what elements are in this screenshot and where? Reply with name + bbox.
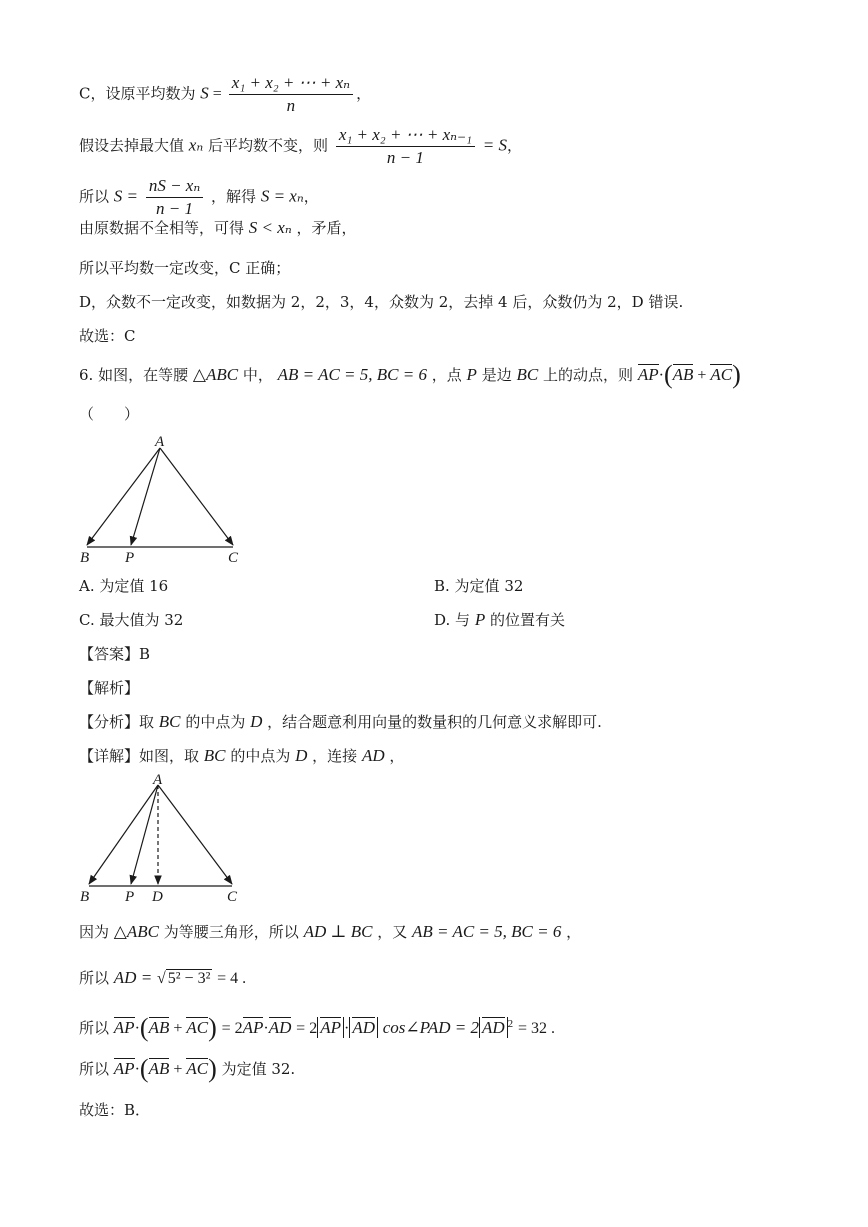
step-1: 因为 △ABC 为等腰三角形，所以 AD ⊥ BC ，又 AB = AC = 5, BC = 6 ， <box>79 922 582 941</box>
label-a: A <box>155 434 165 450</box>
s-fraction: $\frac{\text{nS − xₙ}}{n - 1}$ <box>146 175 203 220</box>
c-line-1: C，设原平均数为 S = $\frac{\text{x₁ + x₂ + ⋯ + xₙ}}{n}$ ， <box>79 73 372 115</box>
xiangjie-line: 【详解】如图，取 BC 的中点为 D ，连接 AD ， <box>79 746 405 765</box>
triangle-figure-2 <box>70 770 270 910</box>
label-b: B <box>80 889 90 905</box>
option-c: C. 最大值为 32 <box>79 611 184 629</box>
label-c: C <box>227 889 238 905</box>
answer-label: 【答案】B <box>79 645 151 663</box>
question-6: 6. 如图，在等腰 △ABC 中， AB = AC = 5, BC = 6 ，点 P 是边 BC 上的动点，则 AP·(AB + AC) <box>79 360 741 389</box>
label-p: P <box>125 550 135 566</box>
mean-fraction: $\frac{\text{x₁ + x₂ + ⋯ + xₙ}}{n}$ <box>229 72 353 117</box>
label-p: P <box>125 889 135 905</box>
option-d: D. 与 P 的位置有关 <box>434 610 565 629</box>
label-c: C <box>228 550 239 566</box>
answer-line-1: 故选：C <box>79 327 136 345</box>
option-a: A. 为定值 16 <box>79 577 169 595</box>
c-line-2: 假设去掉最大值 xₙ 后平均数不变，则 $\frac{\text{x₁ + x₂ + ⋯ + xₙ₋₁}}{n - 1}$ = S， <box>79 125 522 167</box>
label-b: B <box>80 550 90 566</box>
d-line: D，众数不一定改变，如数据为 2，2，3，4，众数为 2，去掉 4 后，众数仍为 2，D 错误. <box>79 293 684 311</box>
analysis-label: 【解析】 <box>79 679 140 697</box>
step-3: 所以 AP·(AB + AC) = 2AP·AD = 2 AP · AD cos∠PAD = 2 AD $^2$ = 32 . <box>79 1013 555 1042</box>
c-line-5: 所以平均数一定改变，C 正确； <box>79 259 291 277</box>
triangle-figure-1 <box>70 430 270 570</box>
step-4: 所以 AP·(AB + AC) 为定值 32. <box>79 1054 296 1083</box>
final-answer: 故选：B． <box>79 1101 151 1119</box>
c-line-3: 所以 S = $\frac{\text{nS − xₙ}}{n - 1}$ ，解得 S = xₙ， <box>79 176 319 218</box>
c-line-4: 由原数据不全相等，可得 S < xₙ ，矛盾， <box>79 218 357 237</box>
label-a: A <box>153 772 163 788</box>
label-d: D <box>152 889 163 905</box>
reduced-mean-fraction: $\frac{\text{x₁ + x₂ + ⋯ + xₙ₋₁}}{n - 1}$ <box>336 124 475 169</box>
fenxi-line: 【分析】取 BC 的中点为 D ，结合题意利用向量的数量积的几何意义求解即可. <box>79 712 602 731</box>
answer-blank: （ ） <box>79 405 140 423</box>
step-2: 所以 AD = √ 5² − 3² = 4 . <box>79 968 247 987</box>
option-b: B. 为定值 32 <box>434 577 524 595</box>
